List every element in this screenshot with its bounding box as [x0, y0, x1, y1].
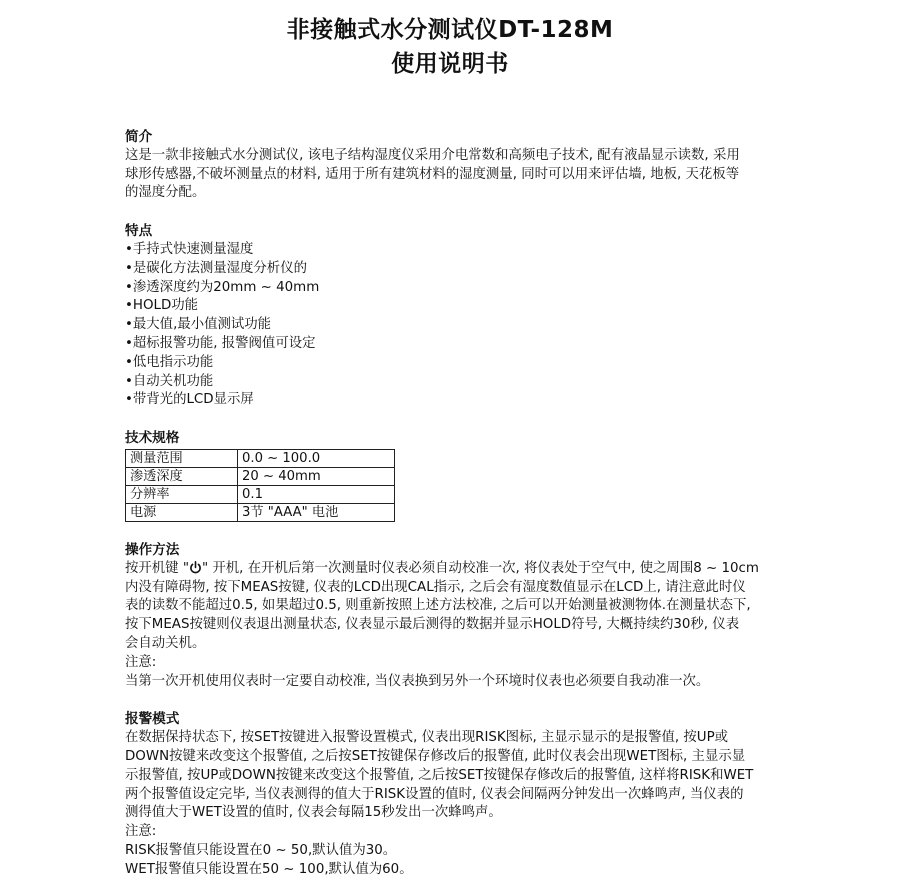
feature-item: • 带背光的LCD显示屏	[125, 391, 795, 410]
operation-line: 内没有障碍物, 按下MEAS按键, 仪表的LCD出现CAL指示, 之后会有湿度数值显示在LCD上, 请注意此时仪	[125, 579, 746, 595]
operation-line: 表的读数不能超过0.5, 如果超过0.5, 则重新按照上述方法校准, 之后可以开始测量被测物体.在测量状态下,	[125, 598, 751, 614]
alarm-section	[125, 710, 795, 879]
feature-item: • 最大值,最小值测试功能	[125, 316, 795, 335]
feature-item: • HOLD功能	[125, 297, 795, 316]
alarm-line: 在数据保持状态下, 按SET按键进入报警设置模式, 仪表出现RISK图标, 主显示显示的是报警值, 按UP或	[125, 730, 729, 746]
feature-item: • 超标报警功能, 报警阀值可设定	[125, 335, 795, 354]
spec-value: 3节 "AAA" 电池	[238, 503, 395, 521]
alarm-line: 测得值大于WET设置的值时, 仪表会每隔15秒发出一次蜂鸣声。	[125, 805, 502, 821]
spec-label: 渗透深度	[126, 467, 238, 485]
intro-heading: 简介	[125, 129, 153, 145]
document-subtitle: 使用说明书	[391, 51, 509, 77]
operation-line: 按下MEAS按键则仪表退出测量状态, 仪表显示最后测得的数据并显示HOLD符号, 大概持续约30秒, 仪表	[125, 617, 740, 633]
alarm-note: WET报警值只能设置在50 ~ 100,默认值为60。	[125, 861, 413, 877]
alarm-line: DOWN按键来改变这个报警值, 之后按SET按键保存修改后的报警值, 此时仪表会出现WET图标, 主显示显	[125, 748, 746, 764]
features-heading: 特点	[125, 223, 153, 240]
intro-line: 的湿度分配。	[125, 185, 206, 201]
table-row	[126, 485, 395, 503]
alarm-heading: 报警模式	[125, 711, 180, 728]
operation-note-label: 注意:	[125, 654, 157, 670]
spec-label: 测量范围	[126, 449, 238, 467]
table-row	[126, 449, 395, 467]
intro-line: 球形传感器,不破坏测量点的材料, 适用于所有建筑材料的湿度测量, 同时可以用来评估墙, 地板, 天花板等	[125, 166, 740, 182]
features-section	[125, 222, 795, 410]
operation-line	[125, 560, 795, 579]
feature-item: • 渗透深度约为20mm ~ 40mm	[125, 279, 795, 298]
feature-item: • 低电指示功能	[125, 354, 795, 373]
table-row	[126, 503, 395, 521]
table-row	[126, 467, 395, 485]
document-title: 非接触式水分测试仪DT-128M	[286, 17, 614, 43]
operation-note: 当第一次开机使用仪表时一定要自动校准, 当仪表换到另外一个环境时仪表也必须要自我动准一次。	[125, 673, 710, 689]
feature-item: • 自动关机功能	[125, 373, 795, 392]
spec-value: 0.1	[238, 485, 395, 503]
power-icon	[189, 561, 202, 574]
operation-section	[125, 541, 795, 691]
specs-heading: 技术规格	[125, 430, 180, 447]
alarm-note-label: 注意:	[125, 824, 157, 840]
manual-body	[125, 128, 795, 880]
alarm-line: 两个报警值设定完毕, 当仪表测得的值大于RISK设置的值时, 仪表会间隔两分钟发出一次蜂鸣声, 当仪表的	[125, 786, 744, 802]
operation-heading: 操作方法	[125, 541, 180, 558]
features-list	[125, 241, 795, 410]
operation-line-pre: 按开机键 "	[125, 560, 189, 576]
alarm-note: RISK报警值只能设置在0 ~ 50,默认值为30。	[125, 842, 397, 858]
intro-section	[125, 128, 795, 203]
intro-line: 这是一款非接触式水分测试仪, 该电子结构湿度仪采用介电常数和高频电子技术, 配有液晶显示读数, 采用	[125, 147, 740, 163]
operation-line: 会自动关机。	[125, 635, 206, 651]
spec-label: 电源	[126, 503, 238, 521]
feature-item: • 手持式快速测量湿度	[125, 241, 795, 260]
spec-value: 20 ~ 40mm	[238, 467, 395, 485]
feature-item: • 是碳化方法测量湿度分析仪的	[125, 260, 795, 279]
spec-value: 0.0 ~ 100.0	[238, 449, 395, 467]
specs-table	[125, 449, 395, 522]
specs-section	[125, 429, 795, 522]
operation-line-post: " 开机, 在开机后第一次测量时仪表必须自动校准一次, 将仪表处于空气中, 使之周围8 ~ 10cm	[201, 560, 759, 576]
spec-label: 分辨率	[126, 485, 238, 503]
alarm-line: 示报警值, 按UP或DOWN按键来改变这个报警值, 之后按SET按键保存修改后的报警值, 这样将RISK和WET	[125, 767, 754, 783]
